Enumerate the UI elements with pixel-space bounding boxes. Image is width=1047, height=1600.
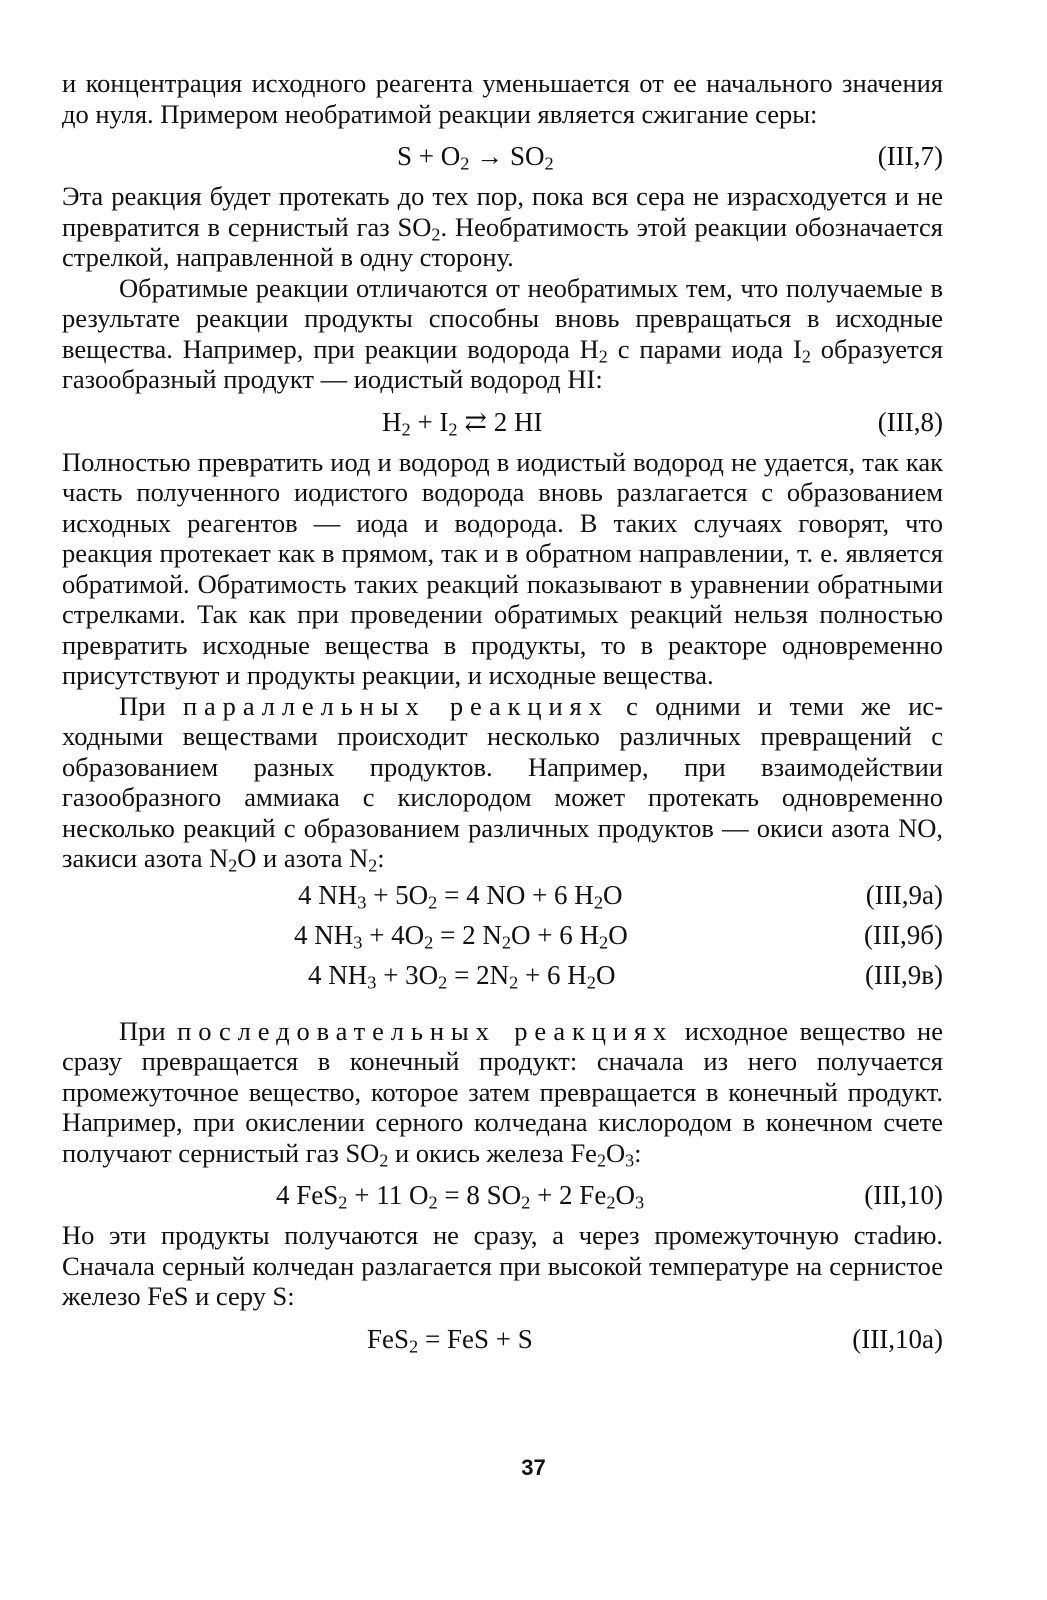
equation-number: (III,10а) (852, 1323, 943, 1354)
equation-formula: 4 FeS$_2$ + 11 $O_2 = 8$ $SO_2 + 2$ $Fe_2O_3$ (276, 1180, 645, 1213)
equation-formula: 4 $NH_3 + 5O_2 = 4$ NO + 6 $H_2O$ (298, 879, 623, 913)
equation-iii-9a (62, 876, 943, 914)
paragraph-reversible: Обратимые реакции отличаются от необратимых тем, что получаемые в результате реакции продукты способны вновь превращаться в исходные вещества. Например, при реакции водорода $H_2$ с парами иода $I_2$ образуется газообразный продукт — иодистый водород HI: (62, 272, 943, 394)
paragraph-parallel: При параллельных реакциях с одними и теми же исходными веществами происходит несколько различных превращений с образованием разных продуктов. Например, при взаимодействии газообразного аммиака с кислородом может протекать одновременно несколько реакций с образованием различных продуктов — окиси азота NO, закиси азота $N_2O$ и азота $N_2$: (62, 690, 944, 876)
equation-iii-10 (62, 1176, 943, 1214)
equation-formula: FeS$_2$ = FeS + S (367, 1323, 533, 1357)
equation-formula: $S + O_2 \to SO_2$ (397, 141, 554, 174)
equation-iii-7 (62, 137, 943, 175)
equation-formula: 4 $NH_3 + 4O_2 = 2$ $N_2O + 6$ $H_2O$ (294, 919, 628, 953)
equation-iii-10a (62, 1320, 943, 1358)
equation-number: (III,8) (877, 406, 943, 437)
equation-number: (III,10) (864, 1180, 943, 1210)
equation-iii-8 (62, 403, 943, 441)
equation-iii-9b (62, 916, 943, 954)
equation-iii-9c (62, 956, 943, 994)
equation-number: (III,9б) (864, 919, 943, 950)
paragraph-irreversible: Эта реакция будет протекать до тех пор, пока вся сера не израсходуется и не превратится в сернистый газ $SO_2$. Необратимость этой реакции обозначается стрелкой, направленной в одну сторону. (62, 181, 943, 272)
paragraph-reversibility: Полностью превратить иод и водород в иодистый водород не удается, так как часть полученного иодистого водорода вновь разлагается с образованием исходных реагентов — иода и водорода. В таких случаях говорят, что реакция протекает как в прямом, так и в обратном направлении, т. е. является обратимой. Обратимость таких реакций показывают в уравнении обратными стрелками. Так как при проведении обратимых реакций нельзя полностью превратить исходные вещества в продукты, то в реакторе одновременно присутствуют и продукты реакции, и исходные вещества. (62, 446, 943, 690)
equation-number: (III,9а) (865, 879, 943, 910)
paragraph-sequential: При последовательных реакциях исходное вещество не сразу превращается в конечный продукт: сначала из него получается промежуточное вещество, которое затем превращается в конечный продукт. Например, при окислении серного колчедана кислородом в конечном счете получают сернистый газ $SO_2$ и окись железа $Fe_2O_3$: (62, 1015, 943, 1170)
paragraph-intermediate: Но эти продукты получаются не сразу, а через промежуточную стаdию. Сначала серный колчедан разлагается при высокой температуре на сернистое железо FeS и серу S: (62, 1220, 943, 1311)
equation-formula: 4 $NH_3 + 3O_2 = 2N_2 + 6$ $H_2O$ (308, 959, 616, 993)
equation-number: (III,7) (877, 141, 943, 171)
page-number: 37 (521, 1455, 546, 1480)
equation-number: (III,9в) (865, 959, 943, 990)
equation-formula: $H_2 + I_2$ ⇄ 2 HI (382, 406, 543, 440)
paragraph-intro: и концентрация исходного реагента уменьшается от ее начального значения до нуля. Примером необратимой реакции является сжигание серы: (62, 68, 943, 129)
